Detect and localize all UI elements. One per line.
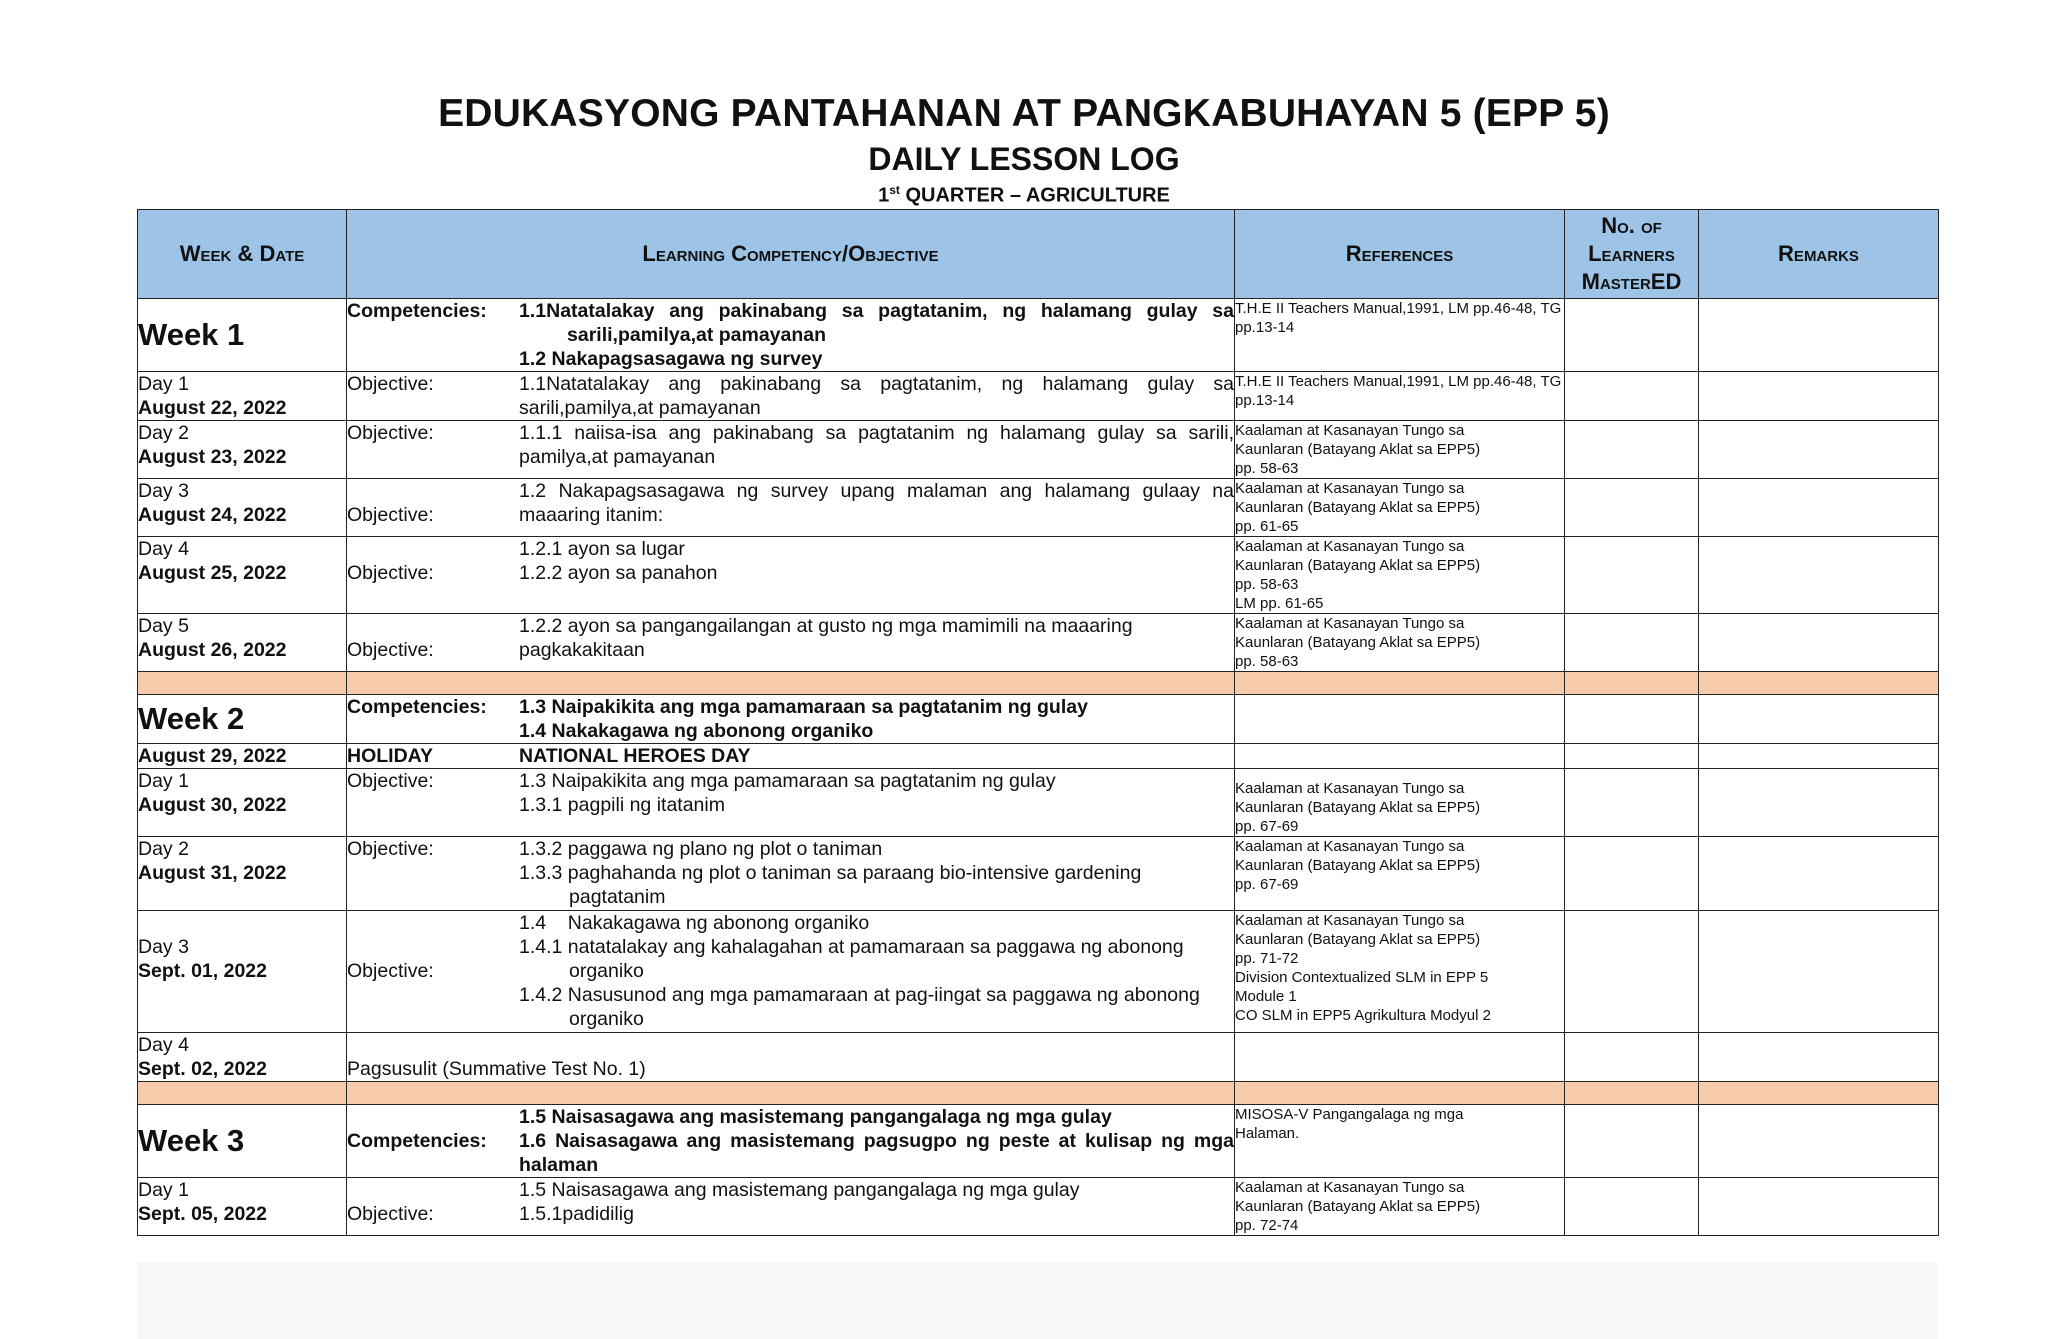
week1-competency-row: [138, 299, 1939, 372]
day-label: Day 4: [138, 538, 189, 560]
table-row: [138, 837, 1939, 911]
reference-cell: Kaalaman at Kasanayan Tungo sa Kaunlaran (Batayang Aklat sa EPP5) pp. 71-72 Division Contextualized SLM in EPP 5 Module 1 CO SLM in EPP5 Agrikultura Modyul 2: [1235, 911, 1565, 1033]
date-label: Sept. 05, 2022: [138, 1203, 267, 1225]
learners-cell: [1565, 537, 1699, 614]
holiday-row: [138, 744, 1939, 769]
document-subtitle: DAILY LESSON LOG: [868, 141, 1180, 177]
objective-label: Objective:: [347, 838, 434, 860]
remarks-cell: [1699, 372, 1939, 421]
learners-cell: [1565, 769, 1699, 837]
reference-cell: T.H.E II Teachers Manual,1991, LM pp.46-48, TG pp.13-14: [1235, 372, 1565, 421]
date-label: August 23, 2022: [138, 446, 287, 468]
day-label: Day 1: [138, 373, 189, 395]
remarks-cell: [1699, 769, 1939, 837]
table-row: [138, 479, 1939, 537]
table-row: [138, 421, 1939, 479]
learners-cell: [1565, 614, 1699, 672]
day-label: Day 1: [138, 770, 189, 792]
competencies-label: Competencies:: [347, 300, 487, 322]
objective-text: Pagsusulit (Summative Test No. 1): [347, 1058, 646, 1080]
learners-cell: [1565, 837, 1699, 911]
table-row: [138, 911, 1939, 1033]
day-label: Day 2: [138, 422, 189, 444]
reference-cell: [1235, 744, 1565, 769]
learners-cell: [1565, 1178, 1699, 1236]
col-remarks: Remarks: [1699, 210, 1939, 299]
remarks-cell: [1699, 614, 1939, 672]
objective-label: Objective:: [347, 960, 434, 982]
page-shadow: [137, 1262, 1937, 1339]
reference-cell: T.H.E II Teachers Manual,1991, LM pp.46-48, TG pp.13-14: [1235, 299, 1565, 372]
objective-text: 1.1Natatalakay ang pakinabang sa pagtatanim, ng halamang gulay sa sarili,pamilya,at pamayanan: [519, 373, 1234, 419]
objective-label: Objective:: [347, 422, 434, 444]
reference-cell: Kaalaman at Kasanayan Tungo sa Kaunlaran (Batayang Aklat sa EPP5) pp. 67-69: [1235, 769, 1565, 837]
objective-text: 1.4 Nakakagawa ng abonong organiko: [519, 912, 870, 934]
document-title: EDUKASYONG PANTAHANAN AT PANGKABUHAYAN 5 (EPP 5): [438, 92, 1610, 135]
day-label: Day 5: [138, 615, 189, 637]
objective-label: Objective:: [347, 639, 434, 661]
objective-label: Objective:: [347, 373, 434, 395]
remarks-cell: [1699, 911, 1939, 1033]
learners-cell: [1565, 1105, 1699, 1178]
remarks-cell: [1699, 1033, 1939, 1082]
week-separator: [138, 672, 1939, 695]
remarks-cell: [1699, 837, 1939, 911]
remarks-cell: [1699, 299, 1939, 372]
objective-label: Objective:: [347, 770, 434, 792]
table-row: [138, 769, 1939, 837]
objective-text: 1.3 Naipakikita ang mga pamamaraan sa pagtatanim ng gulay: [519, 770, 1056, 792]
lesson-log-table: [137, 209, 1939, 1236]
remarks-cell: [1699, 421, 1939, 479]
objective-text: 1.3.2 paggawa ng plano ng plot o taniman: [519, 838, 883, 860]
competencies-label: Competencies:: [347, 696, 487, 718]
date-label: Sept. 02, 2022: [138, 1058, 267, 1080]
date-label: August 31, 2022: [138, 862, 287, 884]
learners-cell: [1565, 744, 1699, 769]
remarks-cell: [1699, 1105, 1939, 1178]
objective-text: 1.2.2 ayon sa panahon: [519, 562, 718, 584]
date-label: August 29, 2022: [138, 745, 287, 767]
date-label: August 22, 2022: [138, 397, 287, 419]
competency-text: 1.2 Nakapagsasagawa ng survey: [519, 348, 823, 370]
reference-cell: [1235, 695, 1565, 744]
learners-cell: [1565, 299, 1699, 372]
objective-label: Objective:: [347, 504, 434, 526]
learners-cell: [1565, 1033, 1699, 1082]
reference-cell: Kaalaman at Kasanayan Tungo sa Kaunlaran (Batayang Aklat sa EPP5) pp. 58-63: [1235, 421, 1565, 479]
objective-text: 1.5.1padidilig: [519, 1203, 634, 1225]
date-label: Sept. 01, 2022: [138, 960, 267, 982]
reference-cell: Kaalaman at Kasanayan Tungo sa Kaunlaran (Batayang Aklat sa EPP5) pp. 58-63 LM pp. 61-65: [1235, 537, 1565, 614]
quarter-label: 1st QUARTER – AGRICULTURE: [878, 183, 1170, 207]
objective-text: 1.2 Nakapagsasagawa ng survey upang malaman ang halamang gulaay na maaaring itanim:: [519, 480, 1234, 526]
remarks-cell: [1699, 1178, 1939, 1236]
objective-text: 1.5 Naisasagawa ang masistemang pangangalaga ng mga gulay: [519, 1179, 1080, 1201]
competency-text: 1.6 Naisasagawa ang masistemang pagsugpo ng peste at kulisap ng mga halaman: [519, 1130, 1234, 1176]
reference-cell: Kaalaman at Kasanayan Tungo sa Kaunlaran (Batayang Aklat sa EPP5) pp. 72-74: [1235, 1178, 1565, 1236]
table-header-row: [138, 210, 1939, 299]
competency-text: 1.3 Naipakikita ang mga pamamaraan sa pagtatanim ng gulay: [519, 696, 1088, 718]
objective-text: 1.4.1 natatalakay ang kahalagahan at pamamaraan sa paggawa ng abonong organiko: [519, 936, 1184, 982]
objective-label: Objective:: [347, 562, 434, 584]
learners-cell: [1565, 421, 1699, 479]
learners-cell: [1565, 695, 1699, 744]
date-label: August 25, 2022: [138, 562, 287, 584]
date-label: August 26, 2022: [138, 639, 287, 661]
competency-text: 1.4 Nakakagawa ng abonong organiko: [519, 720, 874, 742]
week3-title: Week 3: [138, 1123, 245, 1158]
objective-text: 1.4.2 Nasusunod ang mga pamamaraan at pag-iingat sa paggawa ng abonong organiko: [519, 984, 1200, 1030]
week1-title: Week 1: [138, 317, 245, 352]
date-label: August 30, 2022: [138, 794, 287, 816]
remarks-cell: [1699, 479, 1939, 537]
col-references: References: [1235, 210, 1565, 299]
competency-text: 1.1Natatalakay ang pakinabang sa pagtatanim, ng halamang gulay sa sarili,pamilya,at pamayanan: [519, 300, 1234, 346]
week2-title: Week 2: [138, 701, 245, 736]
day-label: Day 4: [138, 1034, 189, 1056]
table-row: [138, 537, 1939, 614]
holiday-name: NATIONAL HEROES DAY: [519, 745, 751, 767]
objective-label: Objective:: [347, 1203, 434, 1225]
reference-cell: Kaalaman at Kasanayan Tungo sa Kaunlaran (Batayang Aklat sa EPP5) pp. 67-69: [1235, 837, 1565, 911]
date-label: August 24, 2022: [138, 504, 287, 526]
objective-text: 1.2.1 ayon sa lugar: [519, 538, 685, 560]
objective-text: 1.1.1 naiisa-isa ang pakinabang sa pagtatanim ng halamang gulay sa sarili, pamilya,at pamayanan: [519, 422, 1234, 468]
objective-text: 1.3.3 paghahanda ng plot o taniman sa paraang bio-intensive gardening pagtatanim: [519, 862, 1142, 908]
learners-cell: [1565, 911, 1699, 1033]
day-label: Day 1: [138, 1179, 189, 1201]
table-row: [138, 1178, 1939, 1236]
day-label: Day 2: [138, 838, 189, 860]
objective-text: 1.3.1 pagpili ng itatanim: [519, 794, 725, 816]
col-learners-mastered: No. of Learners MasterED: [1565, 210, 1699, 299]
reference-cell: Kaalaman at Kasanayan Tungo sa Kaunlaran (Batayang Aklat sa EPP5) pp. 61-65: [1235, 479, 1565, 537]
table-row: [138, 614, 1939, 672]
day-label: Day 3: [138, 480, 189, 502]
col-week-date: Week & Date: [138, 210, 347, 299]
week3-competency-row: [138, 1105, 1939, 1178]
reference-cell: Kaalaman at Kasanayan Tungo sa Kaunlaran (Batayang Aklat sa EPP5) pp. 58-63: [1235, 614, 1565, 672]
objective-text: 1.2.2 ayon sa pangangailangan at gusto ng mga mamimili na maaaring pagkakakitaan: [519, 615, 1133, 661]
col-competency: Learning Competency/Objective: [347, 210, 1235, 299]
table-row: [138, 1033, 1939, 1082]
remarks-cell: [1699, 537, 1939, 614]
remarks-cell: [1699, 695, 1939, 744]
reference-cell: MISOSA-V Pangangalaga ng mga Halaman.: [1235, 1105, 1565, 1178]
remarks-cell: [1699, 744, 1939, 769]
week2-competency-row: [138, 695, 1939, 744]
holiday-label: HOLIDAY: [347, 745, 433, 767]
table-row: [138, 372, 1939, 421]
week-separator: [138, 1082, 1939, 1105]
day-label: Day 3: [138, 936, 189, 958]
learners-cell: [1565, 372, 1699, 421]
competency-text: 1.5 Naisasagawa ang masistemang pangangalaga ng mga gulay: [519, 1106, 1112, 1128]
reference-cell: [1235, 1033, 1565, 1082]
learners-cell: [1565, 479, 1699, 537]
competencies-label: Competencies:: [347, 1130, 487, 1152]
